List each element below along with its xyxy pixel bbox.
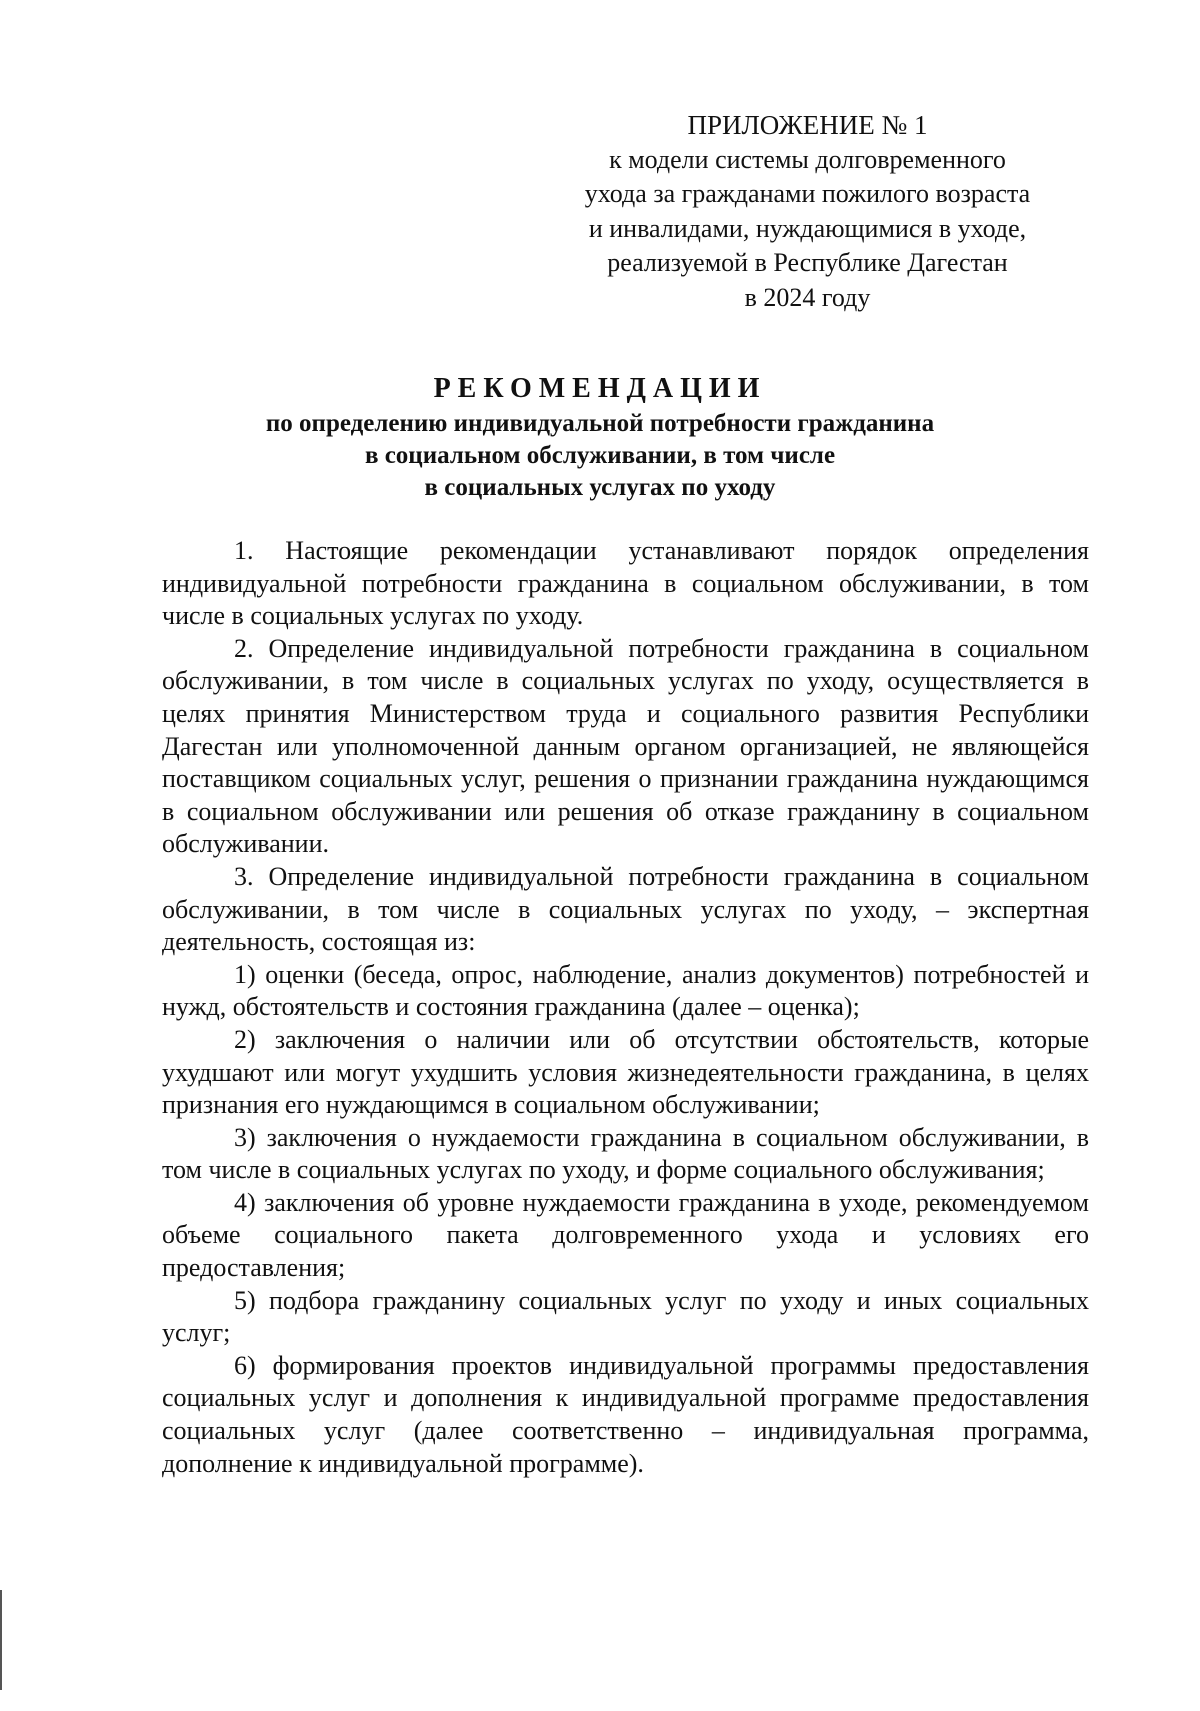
appendix-line: ухода за гражданами пожилого возраста [584,179,1031,208]
document-body [162,535,1089,1480]
appendix-title: ПРИЛОЖЕНИЕ № 1 [687,110,928,140]
appendix-line: к модели системы долговременного [609,144,1006,174]
paragraph-2: 2. Определение индивидуальной потребности гражданина в социальном обслуживании, в том числе в социальных услугах по уходу, осуществляется в целях принятия Министерством труда и социального развития Республики Дагестан или уполномоченной данным органом организацией, не являющейся поставщиком социальных услуг, решения о признании гражданина нуждающимся в социальном обслуживании или решения об отказе гражданину в социальном обслуживании. [162,633,1089,859]
document-heading [160,370,1040,504]
list-item-5: 5) подбора гражданину социальных услуг по уходу и иных социальных услуг; [162,1285,1089,1348]
document-subtitle-line: в социальном обслуживании, в том числе [364,442,836,469]
paragraph-3: 3. Определение индивидуальной потребности гражданина в социальном обслуживании, в том числе в социальных услугах по уходу, – экспертная деятельность, состоящая из: [162,861,1089,957]
paragraph-1: 1. Настоящие рекомендации устанавливают порядок определения индивидуальной потребности гражданина в социальном обслуживании, в том числе в социальных услугах по уходу. [162,536,1089,631]
scan-edge-mark [0,1590,2,1690]
list-item-4: 4) заключения об уровне нуждаемости гражданина в уходе, рекомендуемом объеме социального пакета долговременного ухода и условиях его предоставления; [162,1187,1089,1283]
appendix-block [545,108,1070,315]
list-item-3: 3) заключения о нуждаемости гражданина в социальном обслуживании, в том числе в социальных услугах по уходу, и форме социального обслуживания; [162,1122,1089,1185]
document-subtitle-line: в социальных услугах по уходу [424,474,776,501]
list-item-2: 2) заключения о наличии или об отсутствии обстоятельств, которые ухудшают или могут ухудшить условия жизнедеятельности гражданина, в целях признания его нуждающимся в социальном обслуживании; [162,1024,1089,1120]
list-item-1: 1) оценки (беседа, опрос, наблюдение, анализ документов) потребностей и нужд, обстоятельств и состояния гражданина (далее – оценка); [162,959,1089,1022]
appendix-line: реализуемой в Республике Дагестан [607,248,1008,277]
appendix-line: и инвалидами, нуждающимися в уходе, [588,213,1027,243]
list-item-6: 6) формирования проектов индивидуальной программы предоставления социальных услуг и дополнения к индивидуальной программе предоставления социальных услуг (далее соответственно – индивидуальная программа, дополнение к индивидуальной программе). [162,1350,1089,1478]
document-subtitle-line: по определению индивидуальной потребности гражданина [265,410,935,437]
appendix-line: в 2024 году [744,282,871,312]
document-title: РЕКОМЕНДАЦИИ [433,373,767,404]
